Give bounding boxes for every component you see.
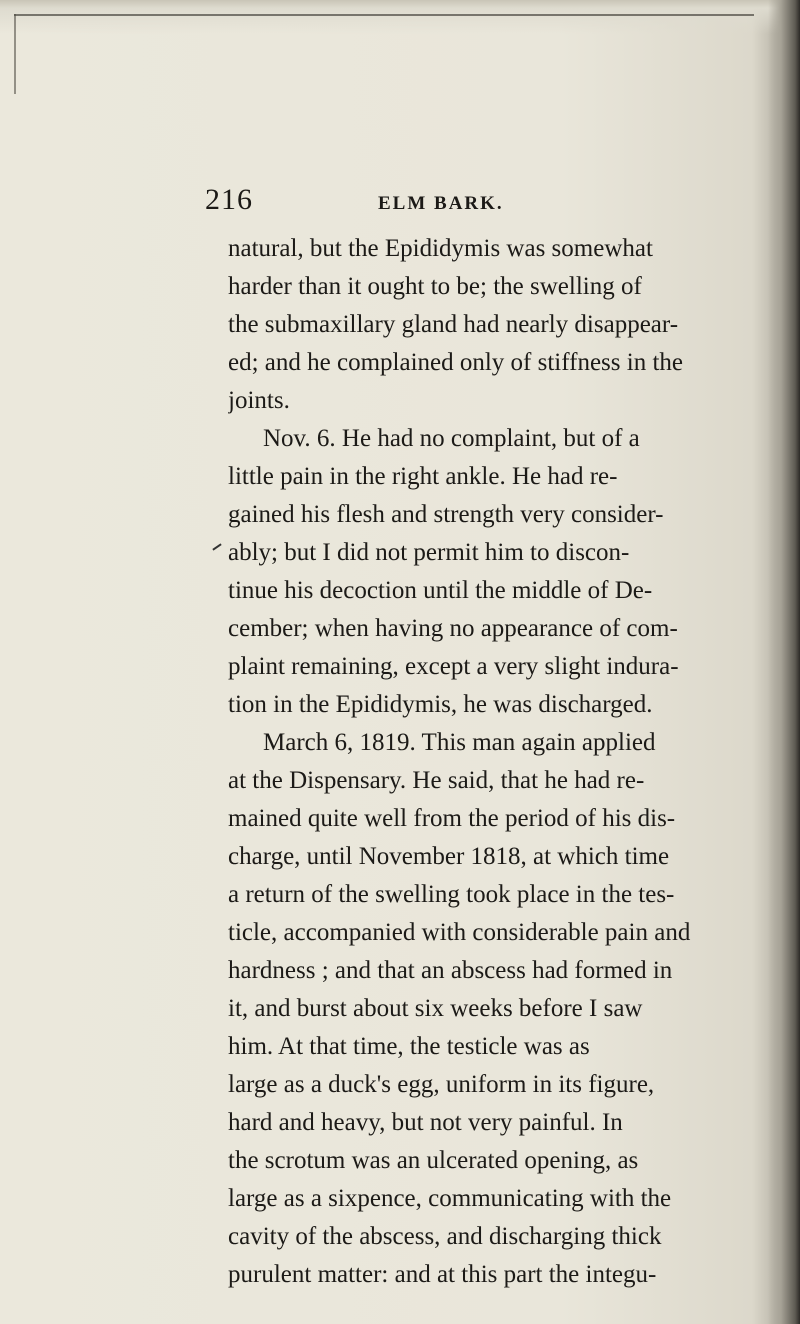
- text-line: a return of the swelling took place in the tes-: [228, 881, 675, 908]
- text-line: him. At that time, the testicle was as: [228, 1033, 590, 1060]
- top-border-line: [14, 14, 754, 16]
- text-line: hardness ; and that an abscess had formed in: [228, 957, 673, 984]
- page-gutter-shadow: [768, 0, 800, 1324]
- text-line: ticle, accompanied with considerable pain and: [228, 919, 691, 946]
- text-line: purulent matter: and at this part the integu-: [228, 1261, 657, 1288]
- text-line: cavity of the abscess, and discharging thick: [228, 1223, 662, 1250]
- page-top-shadow: [0, 0, 800, 34]
- text-line: March 6, 1819. This man again applied: [263, 729, 656, 756]
- text-line: at the Dispensary. He said, that he had re-: [228, 767, 645, 794]
- text-line: large as a duck's egg, uniform in its figure,: [228, 1071, 655, 1098]
- text-line: hard and heavy, but not very painful. In: [228, 1109, 623, 1136]
- text-line: plaint remaining, except a very slight indura-: [228, 653, 679, 680]
- text-line: mained quite well from the period of his dis-: [228, 805, 676, 832]
- text-line: cember; when having no appearance of com-: [228, 615, 678, 642]
- running-head: ELM BARK.: [378, 193, 504, 214]
- text-line: charge, until November 1818, at which time: [228, 843, 670, 870]
- page-number: 216: [205, 183, 253, 216]
- text-line: gained his flesh and strength very consider-: [228, 501, 664, 528]
- left-border-line: [14, 14, 16, 94]
- text-line: large as a sixpence, communicating with the: [228, 1185, 672, 1212]
- text-line: it, and burst about six weeks before I saw: [228, 995, 643, 1022]
- text-line: joints.: [228, 387, 290, 414]
- text-line: harder than it ought to be; the swelling of: [228, 273, 642, 300]
- text-line: natural, but the Epididymis was somewhat: [228, 235, 653, 262]
- text-line: Nov. 6. He had no complaint, but of a: [263, 425, 640, 452]
- text-line: tinue his decoction until the middle of De-: [228, 577, 653, 604]
- text-line: little pain in the right ankle. He had re-: [228, 463, 618, 490]
- text-line: tion in the Epididymis, he was discharged.: [228, 691, 653, 718]
- text-line: ably; but I did not permit him to discon-: [228, 539, 630, 566]
- margin-mark: [212, 543, 221, 550]
- text-line: ed; and he complained only of stiffness in the: [228, 349, 683, 376]
- text-line: the submaxillary gland had nearly disappear-: [228, 311, 679, 338]
- text-line: the scrotum was an ulcerated opening, as: [228, 1147, 639, 1174]
